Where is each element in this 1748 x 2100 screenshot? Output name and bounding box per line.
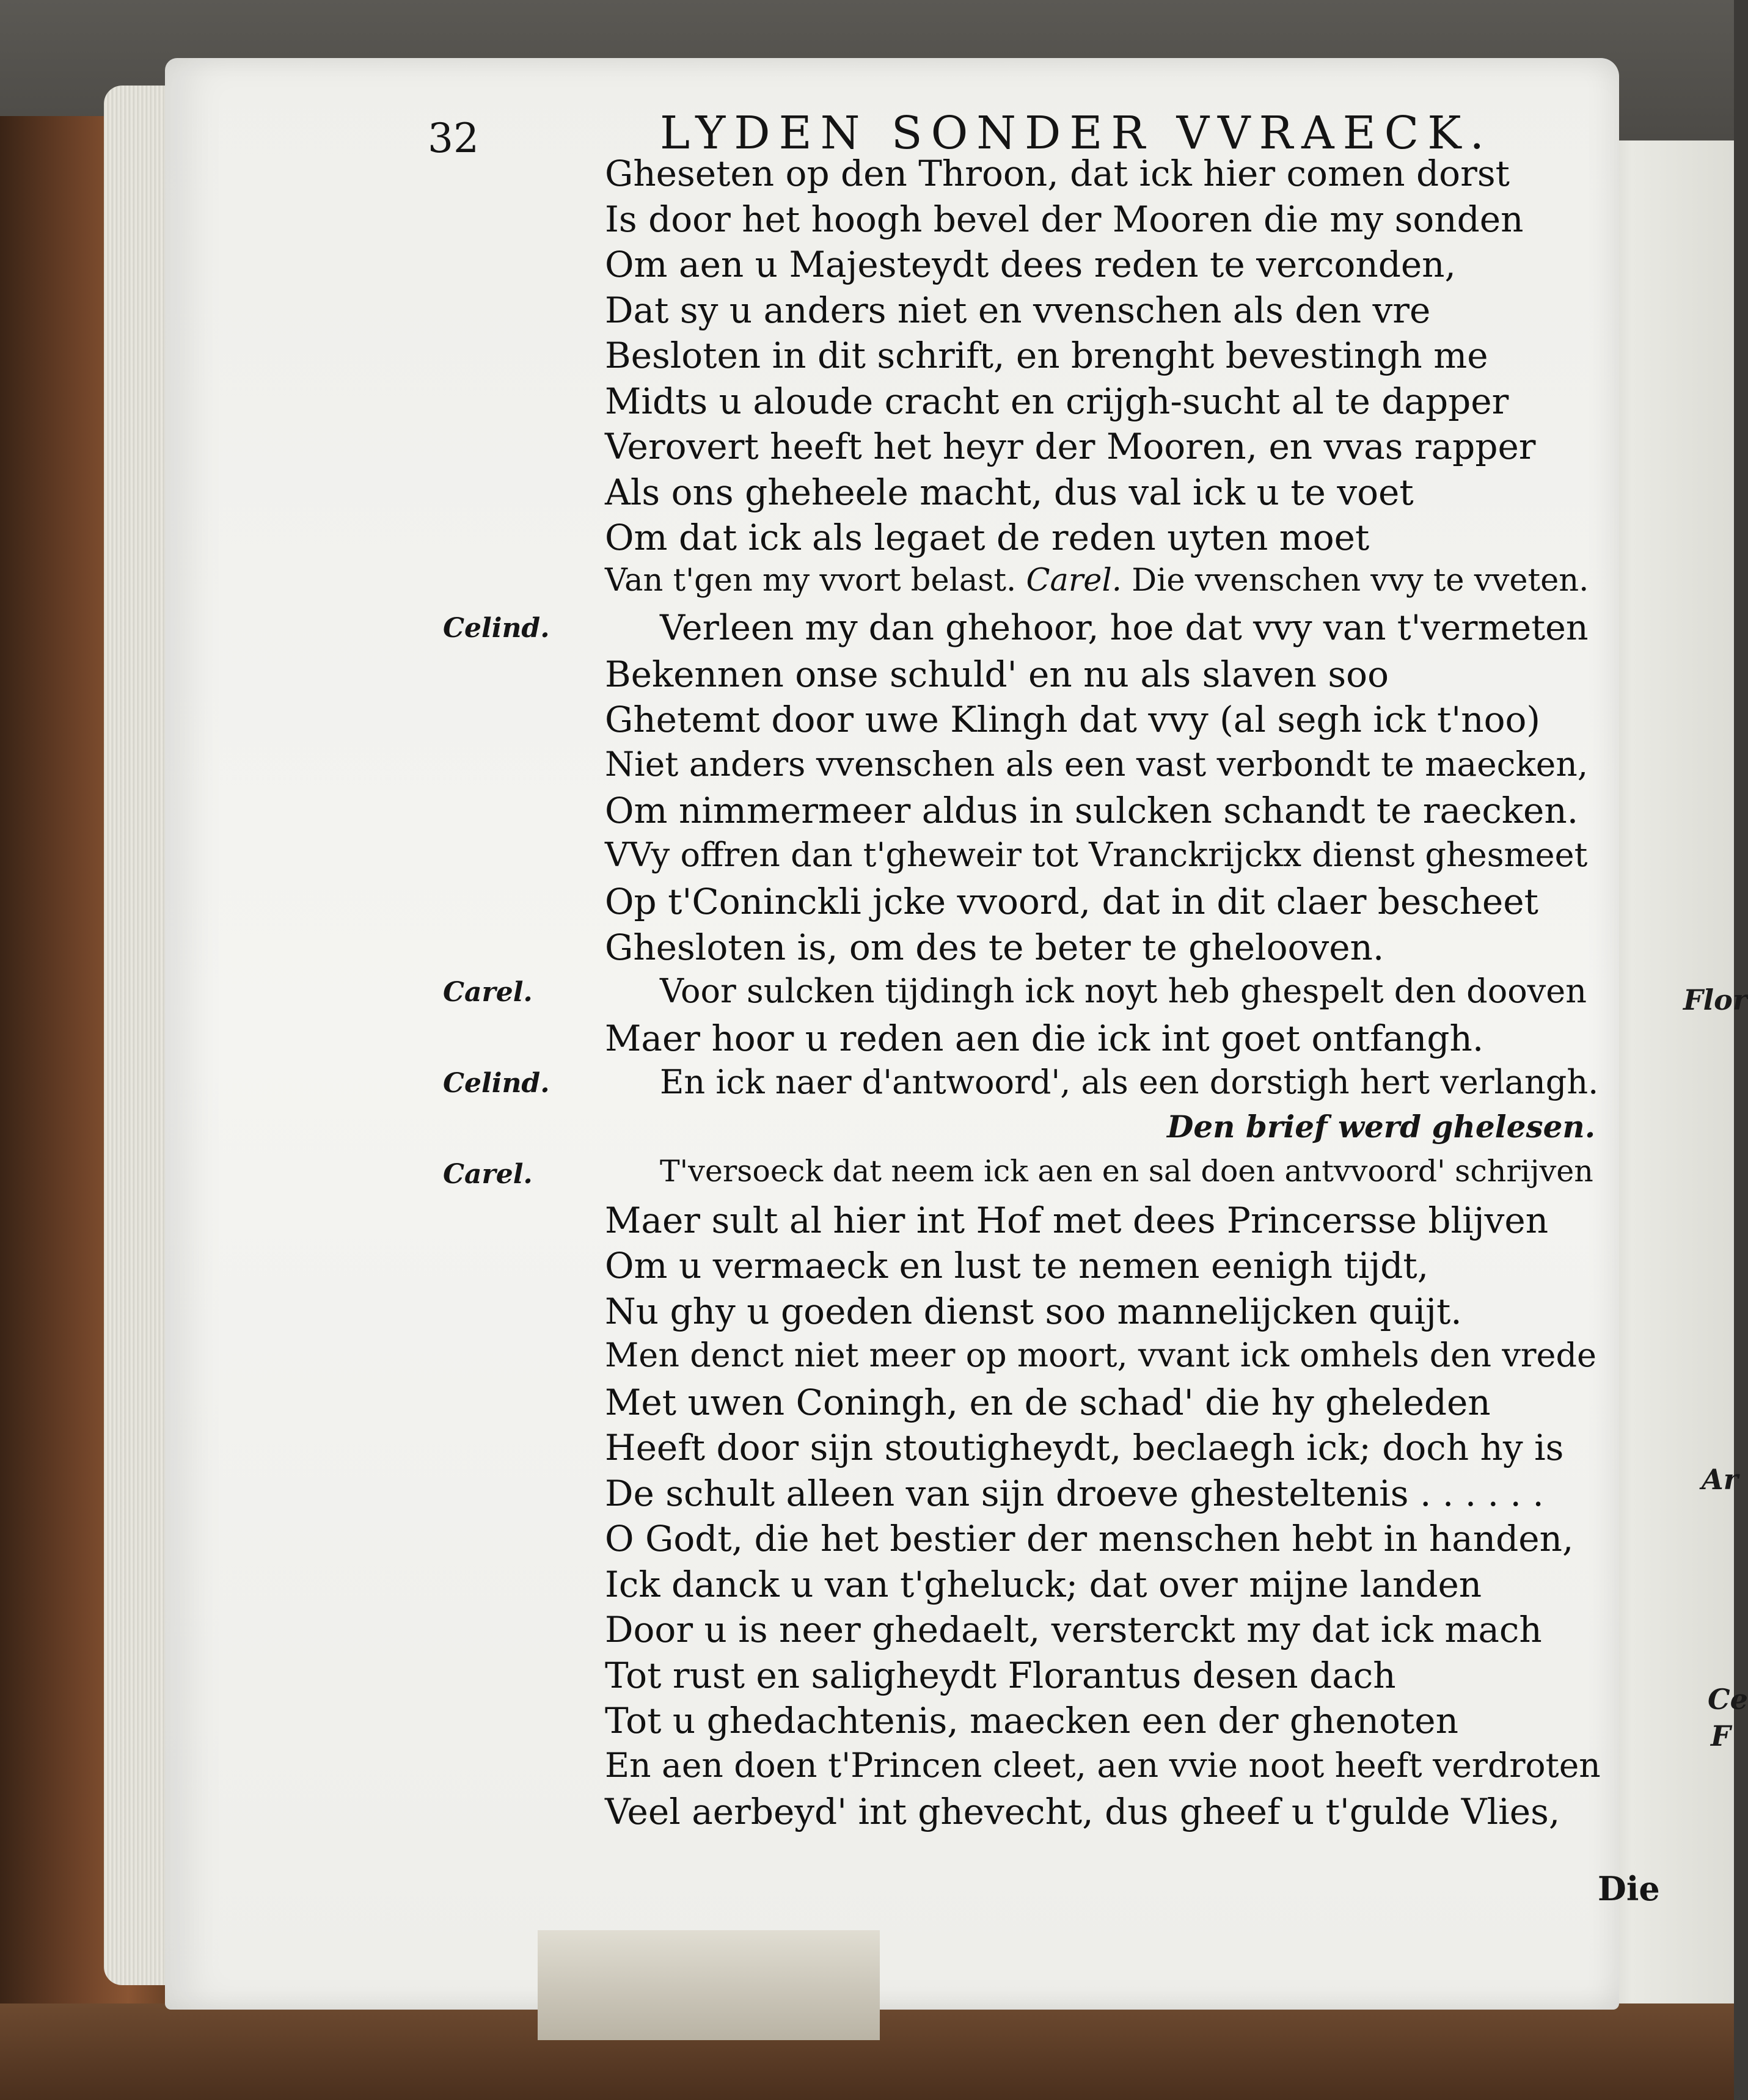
verse-line: [605, 1382, 1491, 1423]
verse-text: Gheseten op den Throon, dat ick hier comen dorst: [605, 153, 1510, 194]
verse-line: [605, 1746, 1601, 1785]
verse-line: [605, 654, 1389, 695]
verse-line: [605, 836, 1587, 874]
page-number: 32: [428, 115, 479, 162]
verse-line: [605, 1655, 1396, 1696]
verse-line: [660, 972, 1587, 1010]
verse-text: Veel aerbeyd' int ghevecht, dus gheef u t'gulde Vlies,: [605, 1791, 1560, 1832]
stage-direction: Den brief werd ghelesen.: [1167, 1109, 1596, 1145]
verse-text: Tot rust en saligheydt Florantus desen dach: [605, 1655, 1396, 1696]
verse-text: Ick danck u van t'gheluck; dat over mijne landen: [605, 1564, 1482, 1605]
verse-line: [605, 335, 1488, 376]
verse-line: [605, 1700, 1458, 1741]
verse-line: [660, 1063, 1598, 1101]
verse-text: Als ons gheheele macht, dus val ick u te voet: [605, 472, 1414, 513]
speaker-label: Celind.: [443, 1068, 550, 1099]
verse-text: Verovert heeft het heyr der Mooren, en vvas rapper: [605, 426, 1536, 467]
verse-line: [605, 290, 1430, 331]
catchword: Die: [1598, 1869, 1660, 1908]
verse-line: [605, 1518, 1573, 1559]
verse-text: Nu ghy u goeden dienst soo mannelijcken quijt.: [605, 1291, 1462, 1332]
verse-line: [605, 1245, 1428, 1286]
verse-text: Heeft door sijn stoutigheydt, beclaegh ick; doch hy is: [605, 1427, 1564, 1468]
verse-text: En aen doen t'Princen cleet, aen vvie noot heeft verdroten: [605, 1746, 1601, 1785]
verse-text: Door u is neer ghedaelt, versterckt my dat ick mach: [605, 1609, 1542, 1650]
verse-text: En ick naer d'antwoord', als een dorstigh hert verlangh.: [660, 1063, 1599, 1101]
verse-line: [605, 1200, 1548, 1241]
verse-text: O Godt, die het bestier der menschen hebt in handen,: [605, 1518, 1574, 1559]
verse-text: Men denct niet meer op moort, vvant ick omhels den vrede: [605, 1336, 1597, 1374]
verse-text: T'versoeck dat neem ick aen en sal doen antvvoord' schrijven: [660, 1154, 1593, 1189]
verse-line: [605, 745, 1588, 784]
verse-text: Ghetemt door uwe Klingh dat vvy (al segh ick t'noo): [605, 699, 1541, 740]
verse-line: [605, 1473, 1544, 1514]
verse-text: Op t'Coninckli jcke vvoord, dat in dit claer bescheet: [605, 881, 1538, 922]
verse-text-continuation: Die vvenschen vvy te vveten.: [1132, 563, 1589, 599]
verse-text: Tot u ghedachtenis, maecken een der ghenoten: [605, 1700, 1458, 1741]
verse-text: Bekennen onse schuld' en nu als slaven soo: [605, 654, 1389, 695]
verse-line: [605, 244, 1456, 285]
verse-line: [605, 517, 1369, 558]
verse-text: Dat sy u anders niet en vvenschen als den vre: [605, 290, 1431, 331]
verse-line: [605, 1427, 1563, 1468]
verse-text: De schult alleen van sijn droeve ghesteltenis . . . . . .: [605, 1473, 1544, 1514]
facing-page-fragment: Ar: [1702, 1463, 1738, 1496]
verse-line: [605, 1291, 1462, 1332]
verse-line: [605, 563, 1589, 599]
facing-page-fragment: F: [1711, 1719, 1731, 1752]
verse-line: [605, 472, 1414, 513]
verse-line: [605, 153, 1510, 194]
verse-line: [605, 426, 1536, 467]
verse-text: Verleen my dan ghehoor, hoe dat vvy van t'vermeten: [660, 608, 1589, 648]
verse-line: [605, 927, 1384, 968]
verse-text: Midts u aloude cracht en crijgh-sucht al te dapper: [605, 381, 1509, 422]
verse-text: Om u vermaeck en lust te nemen eenigh tijdt,: [605, 1245, 1429, 1286]
speaker-label: Celind.: [443, 613, 550, 644]
verse-line: [605, 1609, 1542, 1650]
speaker-label: Carel.: [443, 1159, 533, 1190]
verse-text: Voor sulcken tijdingh ick noyt heb ghespelt den dooven: [660, 972, 1587, 1010]
verse-text: VVy offren dan t'gheweir tot Vranckrijckx dienst ghesmeet: [605, 836, 1588, 874]
verse-line: [660, 608, 1589, 648]
verse-text: Niet anders vvenschen als een vast verbondt te maecken,: [605, 745, 1589, 784]
verse-line: [605, 881, 1538, 922]
verse-line: [605, 1336, 1596, 1374]
verse-line: [605, 790, 1578, 831]
inline-speaker-label: Carel.: [1016, 563, 1132, 599]
verse-text: Maer hoor u reden aen die ick int goet ontfangh.: [605, 1018, 1484, 1059]
verse-text: Met uwen Coningh, en de schad' die hy gheleden: [605, 1382, 1491, 1423]
verse-text: Van t'gen my vvort belast.: [605, 563, 1017, 599]
verse-line: [605, 1791, 1560, 1832]
verse-text: Ghesloten is, om des te beter te ghelooven.: [605, 927, 1384, 968]
verse-line: [605, 199, 1523, 240]
verse-text: Is door het hoogh bevel der Mooren die my sonden: [605, 199, 1524, 240]
running-title: LYDEN SONDER VVRAECK.: [660, 107, 1493, 159]
speaker-label: Carel.: [443, 977, 533, 1008]
page-bottom-fold: [538, 1930, 880, 2040]
verse-line: [660, 1154, 1593, 1189]
verse-text: Besloten in dit schrift, en brenght bevestingh me: [605, 335, 1488, 376]
verse-line: [605, 381, 1508, 422]
verse-line: [605, 699, 1540, 740]
verse-line: [605, 1564, 1482, 1605]
verse-text: Om nimmermeer aldus in sulcken schandt te raecken.: [605, 790, 1579, 831]
facing-page-fragment: Flor: [1683, 983, 1748, 1016]
verse-text: Maer sult al hier int Hof met dees Princersse blijven: [605, 1200, 1549, 1241]
verse-text: Om dat ick als legaet de reden uyten moet: [605, 517, 1370, 558]
verse-text: Om aen u Majesteydt dees reden te verconden,: [605, 244, 1456, 285]
verse-line: [605, 1018, 1483, 1059]
facing-page-fragment: Ce: [1708, 1683, 1748, 1716]
